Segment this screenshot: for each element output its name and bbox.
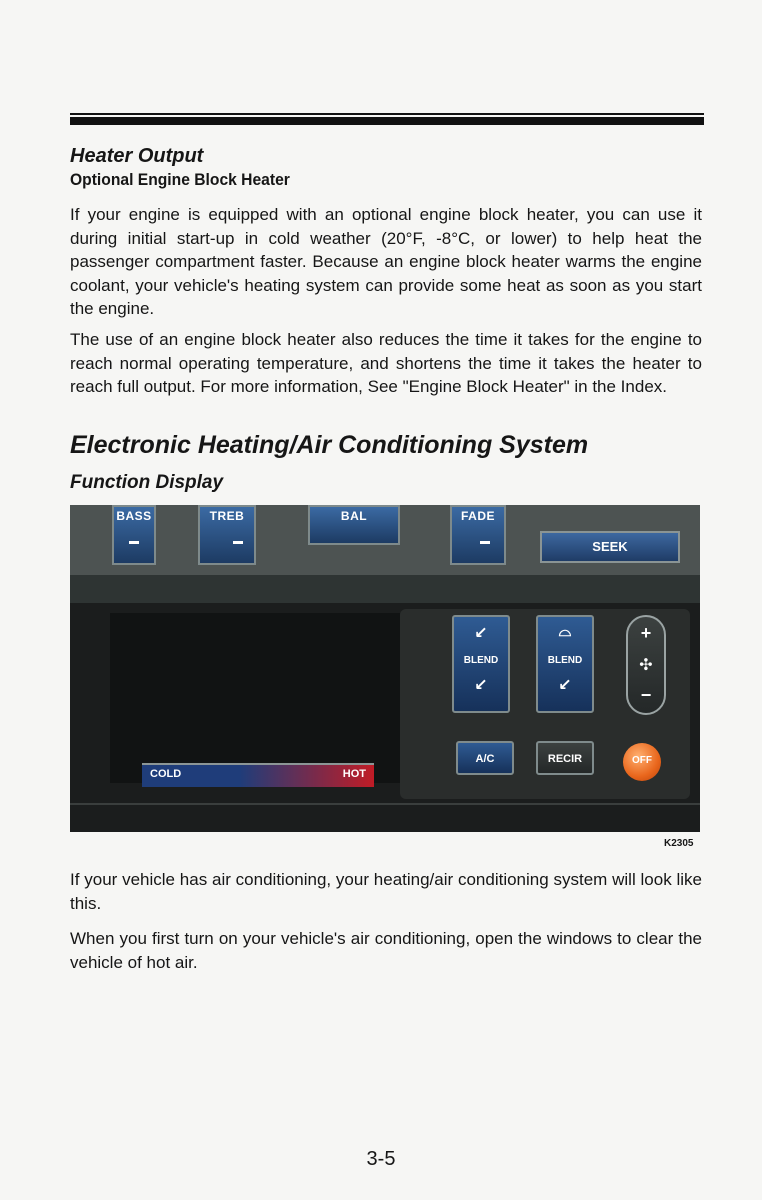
fade-button	[450, 505, 506, 565]
recir-button	[536, 741, 594, 775]
hot-label: HOT	[342, 768, 366, 780]
plus-label: +	[640, 623, 652, 643]
blend-label-1: BLEND	[463, 655, 499, 666]
section-title-hvac: Electronic Heating/Air Conditioning System	[70, 431, 589, 459]
off-button	[623, 743, 661, 781]
section-title-heater-output: Heater Output	[70, 145, 204, 167]
function-display	[110, 613, 400, 783]
blend-vent-button	[452, 615, 510, 713]
recir-label: RECIR	[547, 753, 583, 765]
subsection-title-function-display: Function Display	[70, 472, 224, 493]
hvac-control-panel-figure	[70, 505, 700, 832]
floor-icon: ↙	[558, 677, 572, 694]
blend-label-2: BLEND	[547, 655, 583, 666]
floor-icon: ↙	[474, 677, 488, 694]
vent-icon: ↙	[474, 625, 488, 642]
radio-strip-shadow	[70, 575, 700, 605]
panel-edge	[70, 803, 700, 805]
header-rule-thick	[70, 117, 704, 125]
minus-mark	[480, 541, 490, 544]
blend-defrost-button	[536, 615, 594, 713]
bal-label: BAL	[340, 509, 368, 523]
minus-mark	[129, 541, 139, 544]
temperature-bar	[142, 763, 374, 787]
seek-button	[540, 531, 680, 563]
ac-label: A/C	[475, 753, 495, 765]
minus-label: −	[640, 685, 652, 705]
paragraph-heater-2: The use of an engine block heater also reduces the time it takes for the engine to reach normal operating temperature, and shortens the time it takes the heater to reach full output. For more information, See "Engine Block Heater" in the Index.	[70, 330, 702, 396]
subsection-title-engine-block-heater: Optional Engine Block Heater	[70, 170, 290, 189]
bass-button	[112, 505, 156, 565]
treb-label: TREB	[209, 509, 245, 523]
minus-mark	[233, 541, 243, 544]
paragraph-heater-1: If your engine is equipped with an optional engine block heater, you can use it during initial start-up in cold weather (20°F, -8°C, or lower) to help heat the passenger compartment faster. Because an engine block heater warms the engine coolant, your vehicle's heating system can provide some heat as soon as you start the engine.	[70, 205, 702, 318]
treb-button	[198, 505, 256, 565]
seek-label: SEEK	[592, 539, 628, 554]
fan-speed-button	[626, 615, 666, 715]
fan-icon: ✣	[639, 657, 653, 674]
bal-button	[308, 505, 400, 545]
header-rule-thin	[70, 113, 704, 115]
fade-label: FADE	[460, 509, 495, 523]
paragraph-hvac-2: When you first turn on your vehicle's air conditioning, open the windows to clear the vehicle of hot air.	[70, 929, 702, 972]
page-number: 3-5	[366, 1148, 396, 1170]
ac-button	[456, 741, 514, 775]
paragraph-hvac-1: If your vehicle has air conditioning, your heating/air conditioning system will look like this.	[70, 870, 702, 913]
cold-label: COLD	[150, 768, 182, 780]
figure-code: K2305	[664, 838, 694, 849]
defrost-icon: ⌓	[558, 623, 572, 640]
bass-label: BASS	[116, 509, 152, 523]
off-label: OFF	[632, 755, 652, 766]
